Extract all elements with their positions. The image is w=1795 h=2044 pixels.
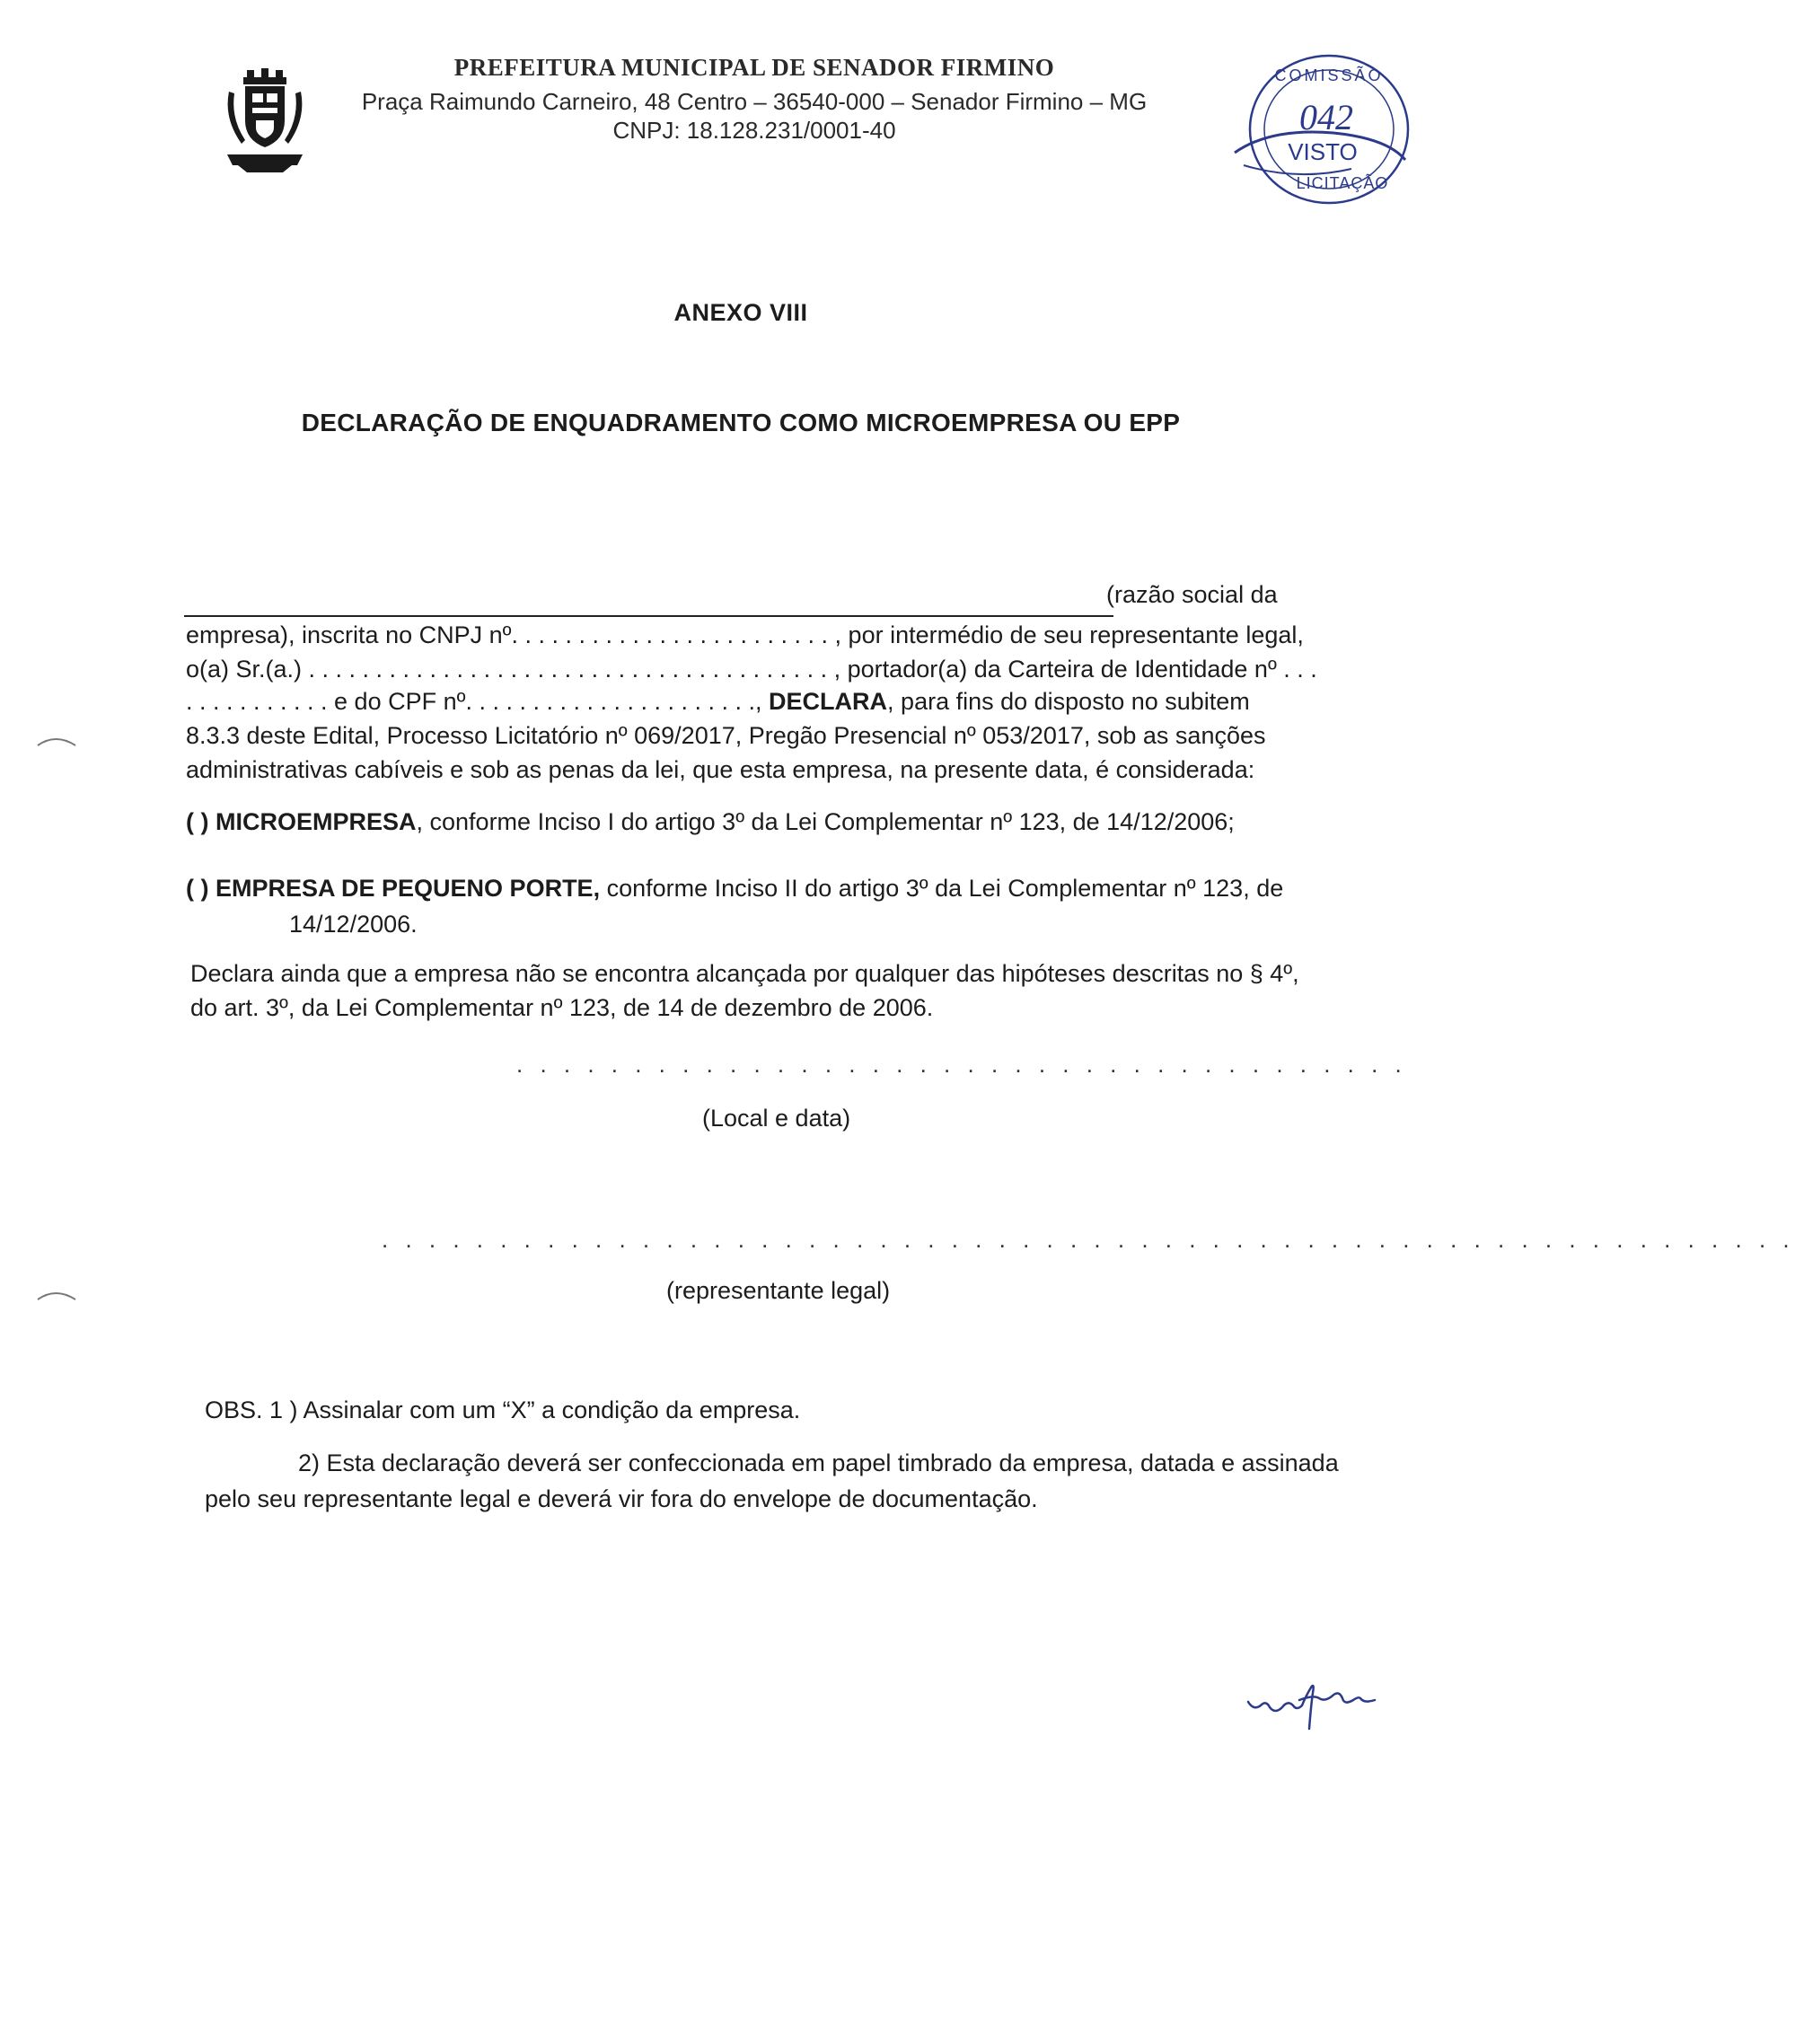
stamp-bottom-text: LICITAÇÃO bbox=[1296, 174, 1389, 192]
letterhead-address: Praça Raimundo Carneiro, 48 Centro – 36540-000 – Senador Firmino – MG bbox=[361, 88, 1148, 115]
body-line-3: o(a) Sr.(a.) . . . . . . . . . . . . . . . . . . . . . . . . . . . . . . . . . . . . . . . , portador(a) da Carteira de Identidade nº . . . bbox=[186, 656, 1317, 683]
stamp-visto: VISTO bbox=[1288, 138, 1358, 165]
letterhead-title: PREFEITURA MUNICIPAL DE SENADOR FIRMINO bbox=[453, 54, 1055, 81]
observation-1: OBS. 1 ) Assinalar com um “X” a condição da empresa. bbox=[205, 1396, 801, 1423]
body-line-4 bbox=[186, 686, 1250, 717]
declaration-line-2: do art. 3º, da Lei Complementar nº 123, de 14 de dezembro de 2006. bbox=[190, 994, 934, 1021]
stamp-number: 042 bbox=[1299, 97, 1353, 137]
document-title: DECLARAÇÃO DE ENQUADRAMENTO COMO MICROEMPRESA OU EPP bbox=[301, 409, 1181, 436]
body-line-2: empresa), inscrita no CNPJ nº. . . . . . . . . . . . . . . . . . . . . . . . , por intermédio de seu representante legal, bbox=[186, 621, 1304, 648]
option-epp bbox=[186, 873, 1283, 903]
microempresa-text: , conforme Inciso I do artigo 3º da Lei Complementar nº 123, de 14/12/2006; bbox=[416, 808, 1235, 835]
local-date-label: (Local e data) bbox=[702, 1105, 851, 1132]
option-microempresa bbox=[186, 806, 1235, 837]
epp-checkbox: ( ) bbox=[186, 875, 209, 902]
margin-mark bbox=[36, 735, 77, 749]
observation-2-line-1: 2) Esta declaração deverá ser confeccionada em papel timbrado da empresa, datada e assinada bbox=[298, 1449, 1339, 1476]
stamp-top-text: COMISSÃO bbox=[1274, 66, 1384, 84]
body-line-6: administrativas cabíveis e sob as penas da lei, que esta empresa, na presente data, é considerada: bbox=[186, 756, 1255, 783]
annex-heading: ANEXO VIII bbox=[673, 299, 808, 326]
representative-label: (representante legal) bbox=[666, 1277, 891, 1304]
commission-stamp bbox=[1226, 47, 1414, 213]
local-date-dotted-line: . . . . . . . . . . . . . . . . . . . . . . . . . . . . . . . . . . . . . . bbox=[516, 1051, 1407, 1078]
declara-keyword: DECLARA bbox=[769, 688, 888, 715]
handwritten-initials-signature bbox=[1244, 1666, 1396, 1747]
letterhead-cnpj: CNPJ: 18.128.231/0001-40 bbox=[612, 117, 896, 144]
company-name-label: (razão social da bbox=[1106, 581, 1278, 608]
epp-text-continued: 14/12/2006. bbox=[289, 911, 418, 938]
microempresa-checkbox: ( ) bbox=[186, 808, 209, 835]
body-line-4-end: , para fins do disposto no subitem bbox=[887, 688, 1250, 715]
epp-text: conforme Inciso II do artigo 3º da Lei Complementar nº 123, de bbox=[606, 875, 1284, 902]
body-line-4-start: . . . . . . . . . . . e do CPF nº. . . . . . . . . . . . . . . . . . . . . ., bbox=[186, 688, 762, 715]
declaration-line-1: Declara ainda que a empresa não se encontra alcançada por qualquer das hipóteses descritas no § 4º, bbox=[190, 960, 1299, 987]
margin-mark bbox=[36, 1289, 77, 1303]
company-name-line bbox=[184, 615, 1113, 617]
body-line-5: 8.3.3 deste Edital, Processo Licitatório nº 069/2017, Pregão Presencial nº 053/2017, sob as sanções bbox=[186, 722, 1266, 749]
epp-label: EMPRESA DE PEQUENO PORTE, bbox=[216, 875, 601, 902]
observation-2-line-2: pelo seu representante legal e deverá vir fora do envelope de documentação. bbox=[205, 1485, 1038, 1512]
representative-dotted-line: . . . . . . . . . . . . . . . . . . . . . . . . . . . . . . . . . . . . . . . . . . . . . . . . . . . . . . . . . . . . bbox=[382, 1226, 1795, 1253]
microempresa-label: MICROEMPRESA bbox=[216, 808, 417, 835]
